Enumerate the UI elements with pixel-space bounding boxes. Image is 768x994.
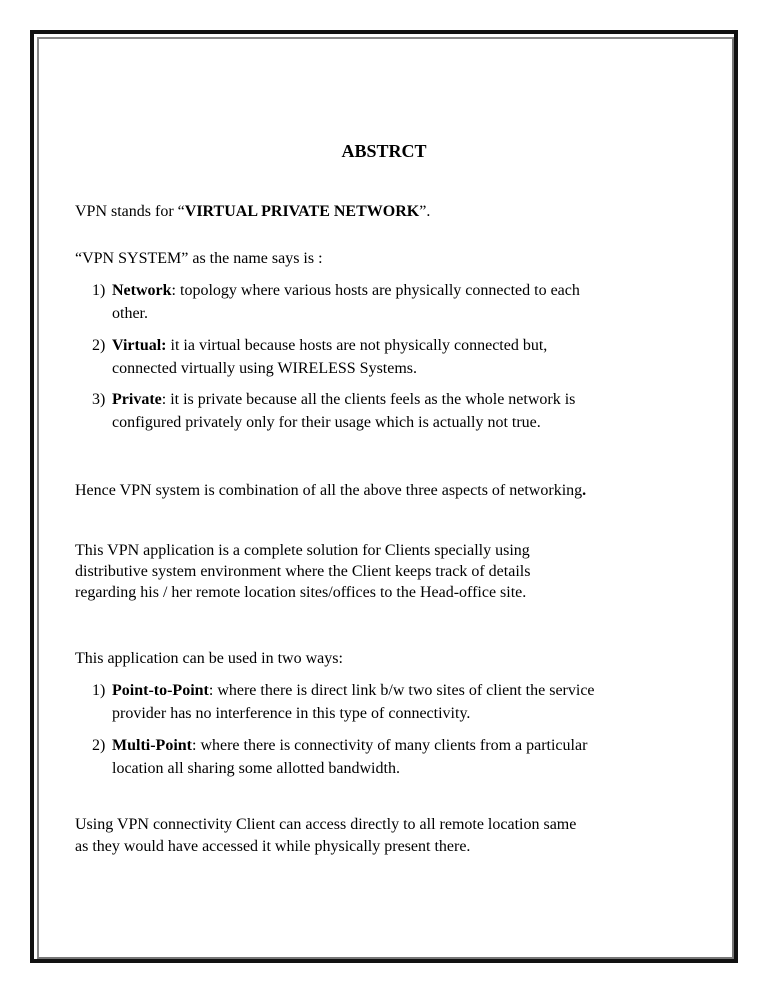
vpn-definition — [75, 201, 430, 223]
bold-text: Network — [112, 282, 172, 299]
list-item — [112, 388, 575, 411]
bold-text: Virtual: — [112, 337, 167, 354]
list-item — [112, 279, 580, 302]
bold-text: Multi-Point — [112, 737, 192, 754]
list-item — [112, 334, 547, 357]
list-item-cont: provider has no interference in this type of connectivity. — [112, 705, 471, 722]
list-item — [112, 734, 587, 757]
bold-text: . — [582, 482, 587, 499]
paragraph-line: This VPN application is a complete solution for Clients specially using — [75, 542, 530, 559]
paragraph-line: distributive system environment where the Client keeps track of details — [75, 563, 531, 580]
text: : it is private because all the clients feels as the whole network is — [161, 391, 576, 408]
paragraph-line: Using VPN connectivity Client can access directly to all remote location same — [75, 816, 577, 833]
list-item-cont: other. — [112, 305, 148, 322]
vpn-system-intro: “VPN SYSTEM” as the name says is : — [75, 250, 323, 267]
text: VPN stands for “ — [75, 203, 185, 220]
list-item — [112, 679, 595, 702]
text: : where there is connectivity of many clients from a particular — [192, 737, 588, 754]
text: ”. — [419, 203, 431, 220]
list-number: 2) — [92, 337, 106, 354]
text: : where there is direct link b/w two sites of client the service — [208, 682, 595, 699]
list-item-cont: connected virtually using WIRELESS Systems. — [112, 360, 418, 377]
list-number: 3) — [92, 391, 106, 408]
page-title: ABSTRCT — [341, 141, 427, 161]
paragraph-line: as they would have accessed it while physically present there. — [75, 838, 471, 855]
list-item-cont: configured privately only for their usage which is actually not true. — [112, 414, 541, 431]
usage-intro: This application can be used in two ways: — [75, 650, 343, 667]
list-number: 1) — [92, 682, 106, 699]
bold-text: Point-to-Point — [112, 682, 209, 699]
list-number: 2) — [92, 737, 106, 754]
text: Hence VPN system is combination of all the above three aspects of networking — [75, 482, 583, 499]
summary-paragraph — [75, 480, 586, 502]
list-item-cont: location all sharing some allotted bandwidth. — [112, 760, 400, 777]
text: it ia virtual because hosts are not physically connected but, — [166, 337, 548, 354]
bold-text: Private — [112, 391, 162, 408]
bold-text: VIRTUAL PRIVATE NETWORK — [184, 203, 420, 220]
paragraph-line: regarding his / her remote location sites/offices to the Head-office site. — [75, 584, 527, 601]
list-number: 1) — [92, 282, 106, 299]
text: : topology where various hosts are physically connected to each — [171, 282, 580, 299]
